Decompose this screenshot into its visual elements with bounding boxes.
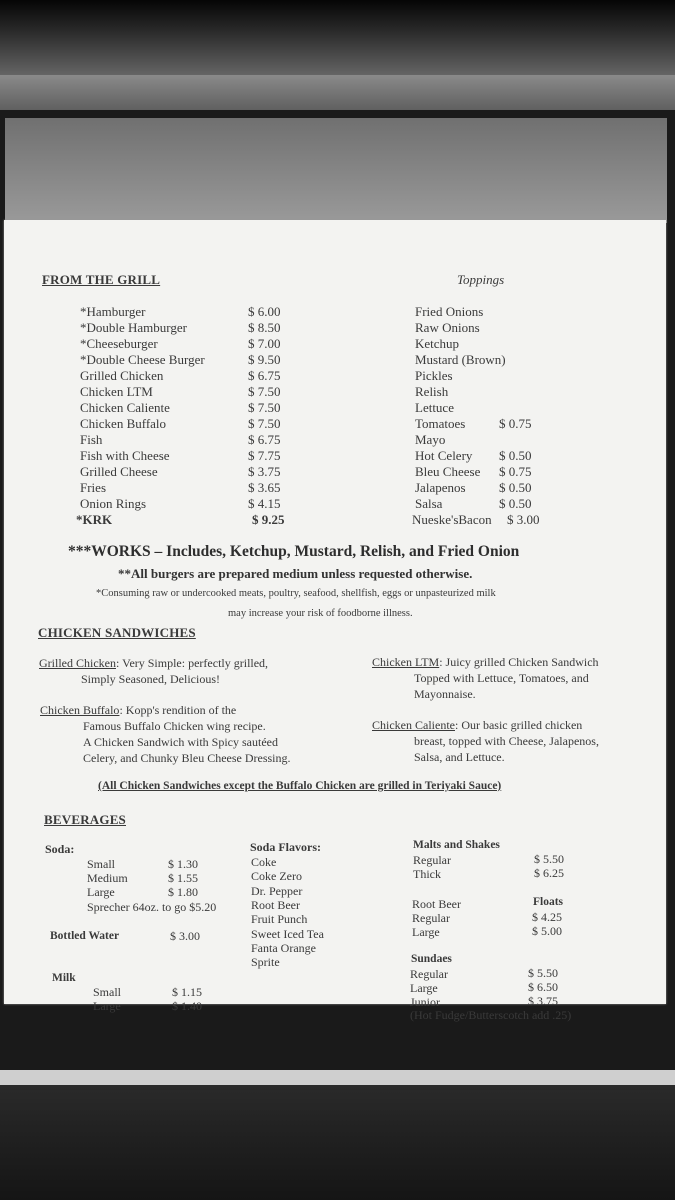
grill-item-name: Fish with Cheese <box>80 448 170 463</box>
grill-item-name: *Double Cheese Burger <box>80 352 205 367</box>
sandwich-footnote: (All Chicken Sandwiches except the Buffalo Chicken are grilled in Teriyaki Sauce) <box>98 780 502 792</box>
grill-item-price: $ 9.50 <box>248 352 281 367</box>
sandwich-desc: Salsa, and Lettuce. <box>414 750 505 764</box>
sandwich-name: Grilled Chicken <box>39 656 116 670</box>
sandwich-desc: Famous Buffalo Chicken wing recipe. <box>83 719 266 733</box>
grill-item-price: $ 6.75 <box>248 368 281 383</box>
soda-flavor: Coke <box>251 855 277 869</box>
topping-price: $ 0.75 <box>499 464 532 479</box>
topping-price: $ 0.50 <box>499 448 532 463</box>
milk-price: $ 1.40 <box>172 999 202 1013</box>
background-edge-strip <box>0 1070 675 1086</box>
sandwich-desc: Celery, and Chunky Bleu Cheese Dressing. <box>83 751 291 765</box>
topping-name: Mustard (Brown) <box>415 352 506 367</box>
sandwiches-heading: CHICKEN SANDWICHES <box>38 625 196 640</box>
float-size: Regular <box>412 911 450 925</box>
milk-size: Small <box>93 985 122 999</box>
malt-size: Regular <box>413 853 451 867</box>
soda-flavor: Dr. Pepper <box>251 884 303 898</box>
soda-label: Soda: <box>45 842 75 856</box>
grill-item-name: Fish <box>80 432 103 447</box>
float-price: $ 4.25 <box>532 910 562 924</box>
beverages-heading: BEVERAGES <box>44 812 126 827</box>
sandwich-desc: : Kopp's rendition of the <box>119 703 237 717</box>
soda-size: Small <box>87 857 116 871</box>
topping-name: Tomatoes <box>415 416 466 431</box>
malt-price: $ 5.50 <box>534 852 564 866</box>
float-price: $ 5.00 <box>532 924 562 938</box>
soda-flavor: Coke Zero <box>251 869 302 883</box>
malt-price: $ 6.25 <box>534 866 564 880</box>
sundae-size: Large <box>410 981 438 995</box>
grill-item-price: $ 8.50 <box>248 320 281 335</box>
sandwich-chicken-ltm <box>372 655 599 670</box>
grill-item-name: *KRK <box>76 512 113 527</box>
sundae-note: (Hot Fudge/Butterscotch add .25) <box>410 1008 572 1022</box>
topping-name: Lettuce <box>415 400 454 415</box>
soda-price: $ 1.30 <box>168 857 198 871</box>
consuming-warning-2: may increase your risk of foodborne illness. <box>228 608 413 619</box>
grill-item-price: $ 9.25 <box>252 512 285 527</box>
sandwich-desc: : Very Simple: perfectly grilled, <box>115 656 269 670</box>
sundae-size: Regular <box>410 967 448 981</box>
grill-heading: FROM THE GRILL <box>42 272 161 287</box>
topping-name: Mayo <box>415 432 446 447</box>
root-beer-label: Root Beer <box>412 897 461 911</box>
grill-item-name: *Cheeseburger <box>80 336 158 351</box>
sandwich-desc: breast, topped with Cheese, Jalapenos, <box>414 734 599 748</box>
grill-item-price: $ 7.50 <box>248 384 281 399</box>
sandwich-desc: Mayonnaise. <box>414 687 476 701</box>
grill-item-price: $ 6.75 <box>248 432 281 447</box>
soda-price: $ 1.80 <box>168 885 198 899</box>
bottled-water-price: $ 3.00 <box>170 929 200 943</box>
milk-size: Large <box>93 999 121 1013</box>
toppings-heading: Toppings <box>457 272 505 287</box>
sandwich-name: Chicken Caliente <box>372 718 455 732</box>
bottled-water-label: Bottled Water <box>50 930 120 942</box>
grill-item-price: $ 6.00 <box>248 304 281 319</box>
soda-flavor: Fruit Punch <box>251 912 308 926</box>
topping-name: Hot Celery <box>415 448 473 463</box>
grill-item-name: Grilled Chicken <box>80 368 164 383</box>
works-note: ***WORKS – Includes, Ketchup, Mustard, Relish, and Fried Onion <box>68 543 520 560</box>
sandwich-desc: : Our basic grilled chicken <box>454 718 583 732</box>
consuming-warning: *Consuming raw or undercooked meats, poultry, seafood, shellfish, eggs or unpasteurized milk <box>96 588 496 599</box>
topping-name: Relish <box>415 384 449 399</box>
grill-item-name: Chicken LTM <box>80 384 153 399</box>
soda-flavor: Sweet Iced Tea <box>251 927 324 941</box>
soda-flavor: Fanta Orange <box>251 941 316 955</box>
soda-price: $ 1.55 <box>168 871 198 885</box>
sandwich-desc: Topped with Lettuce, Tomatoes, and <box>414 671 589 685</box>
grill-item-name: Grilled Cheese <box>80 464 158 479</box>
soda-flavor: Root Beer <box>251 898 300 912</box>
sandwich-desc: Simply Seasoned, Delicious! <box>81 672 220 686</box>
grill-item-price: $ 3.65 <box>248 480 281 495</box>
topping-price: $ 0.50 <box>499 480 532 495</box>
soda-size: Large <box>87 885 115 899</box>
sundae-size: Junior <box>410 995 440 1009</box>
soda-size: Medium <box>87 871 128 885</box>
grill-item-name: *Double Hamburger <box>80 320 187 335</box>
grill-item-price: $ 7.00 <box>248 336 281 351</box>
soda-flavor: Sprite <box>251 955 280 969</box>
sundae-price: $ 3.75 <box>528 994 558 1008</box>
sandwich-name: Chicken Buffalo <box>40 703 120 717</box>
topping-name: Salsa <box>415 496 443 511</box>
topping-name: Raw Onions <box>415 320 480 335</box>
grill-item-name: *Hamburger <box>80 304 146 319</box>
menu-holder-clip <box>5 118 667 223</box>
sundaes-heading: Sundaes <box>411 953 452 965</box>
soda-flavors-heading: Soda Flavors: <box>250 840 322 854</box>
grill-item-price: $ 7.50 <box>248 400 281 415</box>
sprecher-item: Sprecher 64oz. to go $5.20 <box>87 900 217 914</box>
menu-paper <box>4 220 666 1022</box>
topping-price: $ 0.50 <box>499 496 532 511</box>
topping-name: Jalapenos <box>415 480 466 495</box>
topping-name: Bleu Cheese <box>415 464 481 479</box>
sandwich-chicken-buffalo <box>40 703 236 718</box>
grill-item-price: $ 7.75 <box>248 448 281 463</box>
sandwich-name: Chicken LTM <box>372 655 440 669</box>
topping-name: Pickles <box>415 368 453 383</box>
topping-name: Fried Onions <box>415 304 484 319</box>
topping-name: Nueske'sBacon <box>412 512 492 527</box>
grill-item-price: $ 4.15 <box>248 496 281 511</box>
sandwich-desc: : Juicy grilled Chicken Sandwich <box>439 655 599 669</box>
malts-heading: Malts and Shakes <box>413 839 500 851</box>
topping-price: $ 0.75 <box>499 416 532 431</box>
milk-price: $ 1.15 <box>172 985 202 999</box>
malt-size: Thick <box>413 867 441 881</box>
background-lit-band <box>0 75 675 115</box>
medium-note: **All burgers are prepared medium unless requested otherwise. <box>118 566 473 581</box>
topping-price: $ 3.00 <box>507 512 540 527</box>
grill-item-price: $ 3.75 <box>248 464 281 479</box>
float-size: Large <box>412 925 440 939</box>
sandwich-grilled-chicken <box>39 656 268 671</box>
sandwich-desc: A Chicken Sandwich with Spicy sautéed <box>83 735 278 749</box>
floats-heading: Floats <box>533 896 564 908</box>
background-top <box>0 0 675 80</box>
sandwich-chicken-caliente <box>372 718 582 733</box>
grill-item-price: $ 7.50 <box>248 416 281 431</box>
grill-item-name: Chicken Caliente <box>80 400 170 415</box>
sundae-price: $ 5.50 <box>528 966 558 980</box>
grill-item-name: Chicken Buffalo <box>80 416 167 431</box>
sundae-price: $ 6.50 <box>528 980 558 994</box>
topping-name: Ketchup <box>415 336 460 351</box>
milk-label: Milk <box>52 972 76 984</box>
background-bottom <box>0 1085 675 1200</box>
grill-item-name: Onion Rings <box>80 496 147 511</box>
grill-item-name: Fries <box>80 480 106 495</box>
